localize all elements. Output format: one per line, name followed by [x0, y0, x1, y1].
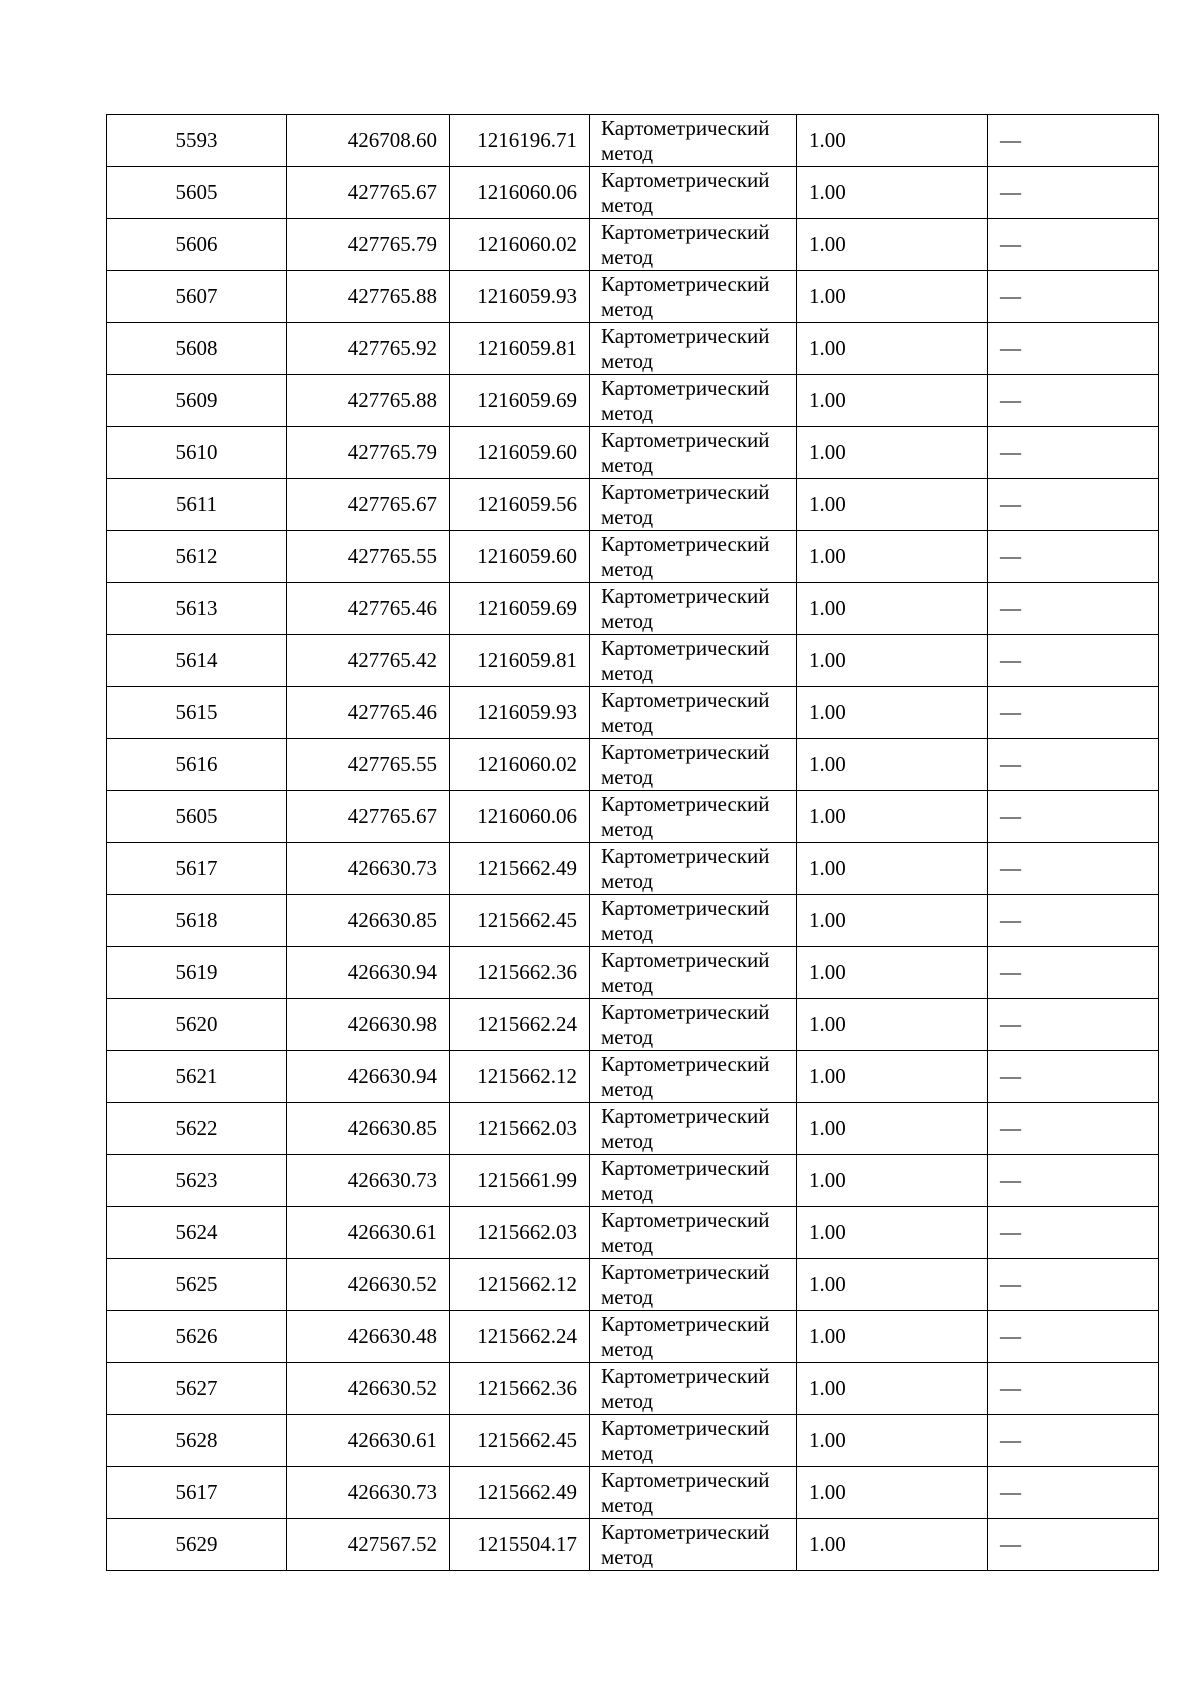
- method-line-2: метод: [601, 1076, 654, 1101]
- point-number-cell: 5607: [107, 271, 287, 323]
- method-line-1: Картометрический: [601, 271, 770, 296]
- coordinates-table: [106, 114, 1159, 1571]
- table-row: [107, 427, 1159, 479]
- point-number-cell: 5625: [107, 1259, 287, 1311]
- y-coordinate-cell: 1216059.93: [450, 271, 590, 323]
- method-line-1: Картометрический: [601, 1415, 770, 1440]
- table-row: [107, 531, 1159, 583]
- description-dash: —: [1000, 752, 1021, 776]
- point-number-cell: 5626: [107, 1311, 287, 1363]
- x-coordinate-cell: 427765.67: [287, 791, 450, 843]
- table-row: [107, 687, 1159, 739]
- method-cell: [590, 531, 797, 583]
- y-coordinate-cell: 1215662.49: [450, 843, 590, 895]
- method-line-2: метод: [601, 1128, 654, 1153]
- table-row: [107, 583, 1159, 635]
- table-row: [107, 1519, 1159, 1571]
- x-coordinate-cell: 426630.94: [287, 1051, 450, 1103]
- y-coordinate-cell: 1215662.49: [450, 1467, 590, 1519]
- description-dash: —: [1000, 1064, 1021, 1088]
- x-coordinate-cell: 426630.52: [287, 1363, 450, 1415]
- method-line-1: Картометрический: [601, 635, 770, 660]
- method-line-2: метод: [601, 712, 654, 737]
- precision-cell: 1.00: [797, 1207, 988, 1259]
- description-cell: [988, 1415, 1159, 1467]
- method-line-1: Картометрический: [601, 843, 770, 868]
- description-dash: —: [1000, 1376, 1021, 1400]
- precision-cell: 1.00: [797, 1519, 988, 1571]
- method-line-2: метод: [601, 920, 654, 945]
- description-dash: —: [1000, 856, 1021, 880]
- method-line-2: метод: [601, 192, 654, 217]
- table-row: [107, 219, 1159, 271]
- point-number-cell: 5628: [107, 1415, 287, 1467]
- table-row: [107, 1311, 1159, 1363]
- method-line-1: Картометрический: [601, 1051, 770, 1076]
- y-coordinate-cell: 1215662.12: [450, 1051, 590, 1103]
- method-cell: [590, 271, 797, 323]
- method-cell: [590, 1155, 797, 1207]
- description-dash: —: [1000, 440, 1021, 464]
- method-line-1: Картометрический: [601, 739, 770, 764]
- method-cell: [590, 323, 797, 375]
- x-coordinate-cell: 426630.85: [287, 895, 450, 947]
- point-number-cell: 5622: [107, 1103, 287, 1155]
- description-cell: [988, 1519, 1159, 1571]
- point-number-cell: 5614: [107, 635, 287, 687]
- description-dash: —: [1000, 180, 1021, 204]
- method-cell: [590, 687, 797, 739]
- precision-cell: 1.00: [797, 1103, 988, 1155]
- method-line-1: Картометрический: [601, 323, 770, 348]
- method-cell: [590, 1363, 797, 1415]
- description-cell: [988, 843, 1159, 895]
- table-row: [107, 739, 1159, 791]
- table-row: [107, 323, 1159, 375]
- y-coordinate-cell: 1216060.02: [450, 219, 590, 271]
- method-line-1: Картометрический: [601, 167, 770, 192]
- y-coordinate-cell: 1216059.60: [450, 531, 590, 583]
- description-dash: —: [1000, 804, 1021, 828]
- method-line-1: Картометрический: [601, 479, 770, 504]
- point-number-cell: 5605: [107, 791, 287, 843]
- precision-cell: 1.00: [797, 427, 988, 479]
- table-row: [107, 1363, 1159, 1415]
- y-coordinate-cell: 1215662.03: [450, 1207, 590, 1259]
- point-number-cell: 5623: [107, 1155, 287, 1207]
- y-coordinate-cell: 1215662.24: [450, 999, 590, 1051]
- description-cell: [988, 1259, 1159, 1311]
- method-line-2: метод: [601, 608, 654, 633]
- y-coordinate-cell: 1216060.06: [450, 167, 590, 219]
- precision-cell: 1.00: [797, 115, 988, 167]
- point-number-cell: 5609: [107, 375, 287, 427]
- coordinates-table-body: [107, 115, 1159, 1571]
- table-row: [107, 635, 1159, 687]
- description-dash: —: [1000, 960, 1021, 984]
- method-line-2: метод: [601, 1284, 654, 1309]
- description-cell: [988, 583, 1159, 635]
- description-cell: [988, 1155, 1159, 1207]
- method-cell: [590, 1519, 797, 1571]
- description-cell: [988, 1363, 1159, 1415]
- method-line-1: Картометрический: [601, 895, 770, 920]
- description-cell: [988, 635, 1159, 687]
- method-cell: [590, 1415, 797, 1467]
- description-cell: [988, 791, 1159, 843]
- y-coordinate-cell: 1216060.02: [450, 739, 590, 791]
- point-number-cell: 5624: [107, 1207, 287, 1259]
- method-cell: [590, 1259, 797, 1311]
- point-number-cell: 5620: [107, 999, 287, 1051]
- description-dash: —: [1000, 1272, 1021, 1296]
- x-coordinate-cell: 426630.61: [287, 1207, 450, 1259]
- precision-cell: 1.00: [797, 375, 988, 427]
- x-coordinate-cell: 426630.73: [287, 1155, 450, 1207]
- description-cell: [988, 739, 1159, 791]
- table-row: [107, 895, 1159, 947]
- point-number-cell: 5629: [107, 1519, 287, 1571]
- table-row: [107, 1259, 1159, 1311]
- method-line-1: Картометрический: [601, 947, 770, 972]
- method-line-2: метод: [601, 1336, 654, 1361]
- method-cell: [590, 999, 797, 1051]
- description-cell: [988, 1103, 1159, 1155]
- x-coordinate-cell: 426630.73: [287, 843, 450, 895]
- method-line-2: метод: [601, 1180, 654, 1205]
- point-number-cell: 5621: [107, 1051, 287, 1103]
- precision-cell: 1.00: [797, 1259, 988, 1311]
- method-line-1: Картометрический: [601, 1155, 770, 1180]
- method-line-2: метод: [601, 244, 654, 269]
- x-coordinate-cell: 426630.98: [287, 999, 450, 1051]
- description-cell: [988, 1311, 1159, 1363]
- method-line-2: метод: [601, 764, 654, 789]
- point-number-cell: 5611: [107, 479, 287, 531]
- table-row: [107, 115, 1159, 167]
- method-line-1: Картометрический: [601, 1311, 770, 1336]
- point-number-cell: 5617: [107, 843, 287, 895]
- y-coordinate-cell: 1216059.60: [450, 427, 590, 479]
- method-line-2: метод: [601, 1440, 654, 1465]
- description-cell: [988, 999, 1159, 1051]
- precision-cell: 1.00: [797, 1155, 988, 1207]
- description-dash: —: [1000, 1428, 1021, 1452]
- description-cell: [988, 1467, 1159, 1519]
- method-cell: [590, 375, 797, 427]
- y-coordinate-cell: 1215662.45: [450, 895, 590, 947]
- method-cell: [590, 739, 797, 791]
- table-row: [107, 271, 1159, 323]
- method-line-2: метод: [601, 868, 654, 893]
- table-row: [107, 1103, 1159, 1155]
- method-line-1: Картометрический: [601, 375, 770, 400]
- method-cell: [590, 843, 797, 895]
- description-dash: —: [1000, 388, 1021, 412]
- description-dash: —: [1000, 596, 1021, 620]
- method-line-2: метод: [601, 1232, 654, 1257]
- method-line-2: метод: [601, 296, 654, 321]
- y-coordinate-cell: 1215662.03: [450, 1103, 590, 1155]
- y-coordinate-cell: 1215662.24: [450, 1311, 590, 1363]
- method-line-1: Картометрический: [601, 427, 770, 452]
- description-cell: [988, 1207, 1159, 1259]
- precision-cell: 1.00: [797, 167, 988, 219]
- table-row: [107, 947, 1159, 999]
- description-dash: —: [1000, 1480, 1021, 1504]
- description-dash: —: [1000, 1532, 1021, 1556]
- x-coordinate-cell: 427567.52: [287, 1519, 450, 1571]
- description-cell: [988, 115, 1159, 167]
- method-line-1: Картометрический: [601, 1207, 770, 1232]
- method-cell: [590, 947, 797, 999]
- method-line-2: метод: [601, 348, 654, 373]
- x-coordinate-cell: 426630.73: [287, 1467, 450, 1519]
- description-cell: [988, 271, 1159, 323]
- method-line-2: метод: [601, 972, 654, 997]
- precision-cell: 1.00: [797, 1363, 988, 1415]
- description-cell: [988, 531, 1159, 583]
- method-line-1: Картометрический: [601, 1363, 770, 1388]
- precision-cell: 1.00: [797, 479, 988, 531]
- method-line-2: метод: [601, 556, 654, 581]
- description-cell: [988, 479, 1159, 531]
- description-cell: [988, 1051, 1159, 1103]
- x-coordinate-cell: 427765.46: [287, 687, 450, 739]
- point-number-cell: 5605: [107, 167, 287, 219]
- method-line-1: Картометрический: [601, 115, 770, 140]
- method-line-2: метод: [601, 400, 654, 425]
- y-coordinate-cell: 1216059.69: [450, 375, 590, 427]
- precision-cell: 1.00: [797, 271, 988, 323]
- y-coordinate-cell: 1216059.56: [450, 479, 590, 531]
- description-dash: —: [1000, 700, 1021, 724]
- point-number-cell: 5618: [107, 895, 287, 947]
- point-number-cell: 5610: [107, 427, 287, 479]
- method-cell: [590, 1467, 797, 1519]
- table-row: [107, 375, 1159, 427]
- x-coordinate-cell: 426630.48: [287, 1311, 450, 1363]
- method-line-1: Картометрический: [601, 1519, 770, 1544]
- description-cell: [988, 687, 1159, 739]
- precision-cell: 1.00: [797, 1311, 988, 1363]
- method-line-2: метод: [601, 140, 654, 165]
- precision-cell: 1.00: [797, 1051, 988, 1103]
- x-coordinate-cell: 427765.67: [287, 167, 450, 219]
- method-line-1: Картометрический: [601, 687, 770, 712]
- description-dash: —: [1000, 908, 1021, 932]
- table-row: [107, 167, 1159, 219]
- y-coordinate-cell: 1216196.71: [450, 115, 590, 167]
- description-dash: —: [1000, 336, 1021, 360]
- description-cell: [988, 895, 1159, 947]
- precision-cell: 1.00: [797, 791, 988, 843]
- table-row: [107, 791, 1159, 843]
- point-number-cell: 5615: [107, 687, 287, 739]
- method-line-2: метод: [601, 1388, 654, 1413]
- x-coordinate-cell: 426630.94: [287, 947, 450, 999]
- precision-cell: 1.00: [797, 323, 988, 375]
- method-line-2: метод: [601, 504, 654, 529]
- description-dash: —: [1000, 1012, 1021, 1036]
- description-dash: —: [1000, 232, 1021, 256]
- table-row: [107, 843, 1159, 895]
- table-row: [107, 1207, 1159, 1259]
- y-coordinate-cell: 1216059.81: [450, 323, 590, 375]
- x-coordinate-cell: 427765.88: [287, 375, 450, 427]
- description-dash: —: [1000, 1220, 1021, 1244]
- point-number-cell: 5617: [107, 1467, 287, 1519]
- description-dash: —: [1000, 1168, 1021, 1192]
- description-dash: —: [1000, 284, 1021, 308]
- method-line-1: Картометрический: [601, 219, 770, 244]
- description-dash: —: [1000, 648, 1021, 672]
- description-cell: [988, 323, 1159, 375]
- method-line-1: Картометрический: [601, 1103, 770, 1128]
- method-cell: [590, 791, 797, 843]
- precision-cell: 1.00: [797, 999, 988, 1051]
- y-coordinate-cell: 1215662.12: [450, 1259, 590, 1311]
- precision-cell: 1.00: [797, 739, 988, 791]
- y-coordinate-cell: 1215662.36: [450, 947, 590, 999]
- precision-cell: 1.00: [797, 635, 988, 687]
- point-number-cell: 5613: [107, 583, 287, 635]
- description-dash: —: [1000, 128, 1021, 152]
- method-line-1: Картометрический: [601, 1467, 770, 1492]
- precision-cell: 1.00: [797, 531, 988, 583]
- point-number-cell: 5619: [107, 947, 287, 999]
- description-dash: —: [1000, 492, 1021, 516]
- method-line-2: метод: [601, 452, 654, 477]
- method-line-2: метод: [601, 660, 654, 685]
- description-dash: —: [1000, 1324, 1021, 1348]
- method-line-2: метод: [601, 1024, 654, 1049]
- point-number-cell: 5608: [107, 323, 287, 375]
- method-cell: [590, 1051, 797, 1103]
- x-coordinate-cell: 427765.42: [287, 635, 450, 687]
- x-coordinate-cell: 427765.79: [287, 427, 450, 479]
- table-row: [107, 999, 1159, 1051]
- method-line-1: Картометрический: [601, 531, 770, 556]
- method-line-2: метод: [601, 1492, 654, 1517]
- x-coordinate-cell: 427765.55: [287, 531, 450, 583]
- precision-cell: 1.00: [797, 583, 988, 635]
- y-coordinate-cell: 1215662.36: [450, 1363, 590, 1415]
- method-cell: [590, 167, 797, 219]
- method-line-1: Картометрический: [601, 583, 770, 608]
- x-coordinate-cell: 427765.67: [287, 479, 450, 531]
- x-coordinate-cell: 427765.79: [287, 219, 450, 271]
- point-number-cell: 5627: [107, 1363, 287, 1415]
- description-cell: [988, 167, 1159, 219]
- precision-cell: 1.00: [797, 895, 988, 947]
- description-cell: [988, 427, 1159, 479]
- point-number-cell: 5606: [107, 219, 287, 271]
- x-coordinate-cell: 426630.52: [287, 1259, 450, 1311]
- method-line-1: Картометрический: [601, 791, 770, 816]
- method-cell: [590, 635, 797, 687]
- description-dash: —: [1000, 544, 1021, 568]
- y-coordinate-cell: 1216060.06: [450, 791, 590, 843]
- description-cell: [988, 947, 1159, 999]
- precision-cell: 1.00: [797, 687, 988, 739]
- method-cell: [590, 583, 797, 635]
- y-coordinate-cell: 1215504.17: [450, 1519, 590, 1571]
- method-cell: [590, 895, 797, 947]
- method-cell: [590, 1103, 797, 1155]
- point-number-cell: 5616: [107, 739, 287, 791]
- method-line-1: Картометрический: [601, 999, 770, 1024]
- y-coordinate-cell: 1216059.93: [450, 687, 590, 739]
- x-coordinate-cell: 426708.60: [287, 115, 450, 167]
- x-coordinate-cell: 426630.85: [287, 1103, 450, 1155]
- table-row: [107, 1415, 1159, 1467]
- precision-cell: 1.00: [797, 1415, 988, 1467]
- method-cell: [590, 115, 797, 167]
- x-coordinate-cell: 427765.88: [287, 271, 450, 323]
- point-number-cell: 5612: [107, 531, 287, 583]
- precision-cell: 1.00: [797, 843, 988, 895]
- method-line-2: метод: [601, 816, 654, 841]
- x-coordinate-cell: 427765.92: [287, 323, 450, 375]
- precision-cell: 1.00: [797, 947, 988, 999]
- description-dash: —: [1000, 1116, 1021, 1140]
- method-cell: [590, 1311, 797, 1363]
- x-coordinate-cell: 427765.46: [287, 583, 450, 635]
- method-cell: [590, 219, 797, 271]
- x-coordinate-cell: 427765.55: [287, 739, 450, 791]
- y-coordinate-cell: 1216059.81: [450, 635, 590, 687]
- table-row: [107, 479, 1159, 531]
- precision-cell: 1.00: [797, 219, 988, 271]
- precision-cell: 1.00: [797, 1467, 988, 1519]
- table-row: [107, 1051, 1159, 1103]
- x-coordinate-cell: 426630.61: [287, 1415, 450, 1467]
- point-number-cell: 5593: [107, 115, 287, 167]
- y-coordinate-cell: 1215661.99: [450, 1155, 590, 1207]
- y-coordinate-cell: 1216059.69: [450, 583, 590, 635]
- table-row: [107, 1155, 1159, 1207]
- method-cell: [590, 1207, 797, 1259]
- description-cell: [988, 219, 1159, 271]
- table-row: [107, 1467, 1159, 1519]
- method-line-1: Картометрический: [601, 1259, 770, 1284]
- description-cell: [988, 375, 1159, 427]
- method-line-2: метод: [601, 1544, 654, 1569]
- method-cell: [590, 427, 797, 479]
- method-cell: [590, 479, 797, 531]
- y-coordinate-cell: 1215662.45: [450, 1415, 590, 1467]
